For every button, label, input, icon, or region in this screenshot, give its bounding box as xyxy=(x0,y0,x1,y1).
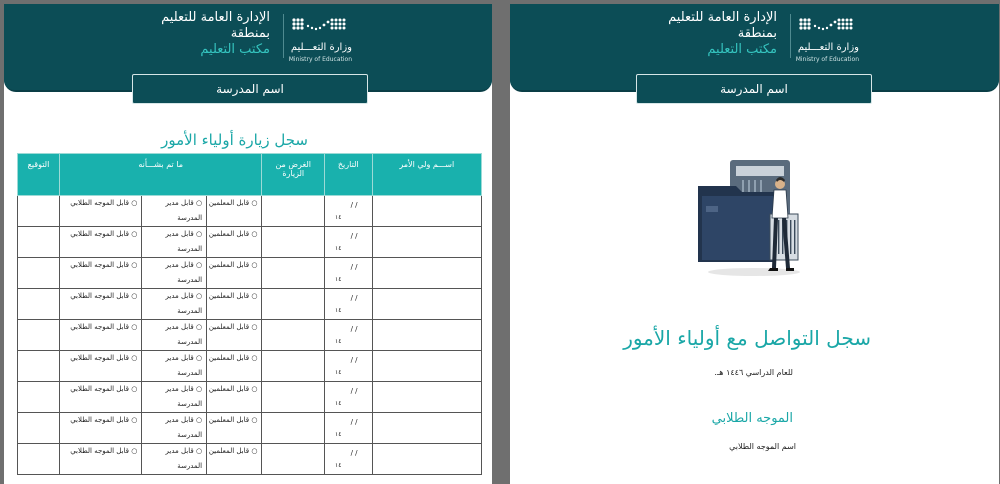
table-row xyxy=(18,444,482,475)
date-year-prefix: ١٤ xyxy=(335,369,342,376)
table-row xyxy=(18,320,482,351)
option-met-counselor[interactable]: ○ قابل الموجه الطلابي xyxy=(59,413,141,444)
option-met-counselor[interactable]: ○ قابل الموجه الطلابي xyxy=(59,227,141,258)
school-name-bar: اسم المدرسة xyxy=(132,74,368,104)
cover-counselor-name-label: اسم الموجه الطلابي xyxy=(729,442,796,451)
cover-role-heading: الموجه الطلابي xyxy=(711,411,793,426)
date-cell[interactable] xyxy=(325,289,372,320)
date-cell[interactable] xyxy=(325,413,372,444)
signature-cell[interactable] xyxy=(18,196,60,227)
option-met-counselor[interactable]: ○ قابل الموجه الطلابي xyxy=(59,289,141,320)
parent-name-cell[interactable] xyxy=(372,320,481,351)
option-met-teachers[interactable]: ○ قابل المعلمين xyxy=(207,413,262,444)
option-met-principal[interactable]: ○ قابل مدير المدرسة xyxy=(142,382,207,413)
date-year-prefix: ١٤ xyxy=(335,462,342,469)
col-action-taken: ما تم بشـــأنه xyxy=(59,154,262,196)
signature-cell[interactable] xyxy=(18,320,60,351)
signature-cell[interactable] xyxy=(18,258,60,289)
purpose-cell[interactable] xyxy=(262,382,325,413)
header-line-region: بمنطقة xyxy=(737,26,777,41)
header-line-office: مكتب التعليم xyxy=(200,42,270,57)
purpose-cell[interactable] xyxy=(262,444,325,475)
date-year-prefix: ١٤ xyxy=(335,245,342,252)
purpose-cell[interactable] xyxy=(262,351,325,382)
date-year-prefix: ١٤ xyxy=(335,400,342,407)
table-row xyxy=(18,227,482,258)
visits-sheet-title: سجل زيارة أولياء الأمور xyxy=(161,131,308,149)
date-slashes: / / xyxy=(350,449,358,457)
option-met-counselor[interactable]: ○ قابل الموجه الطلابي xyxy=(59,196,141,227)
date-year-prefix: ١٤ xyxy=(335,214,342,221)
col-purpose: الغرض من الزيارة xyxy=(262,154,325,196)
ministry-logo xyxy=(288,12,352,62)
option-met-principal[interactable]: ○ قابل مدير المدرسة xyxy=(142,320,207,351)
date-slashes: / / xyxy=(350,356,358,364)
date-cell[interactable] xyxy=(325,382,372,413)
header-divider xyxy=(283,14,284,58)
visits-table-header xyxy=(18,154,482,196)
table-row xyxy=(18,351,482,382)
date-cell[interactable] xyxy=(325,444,372,475)
purpose-cell[interactable] xyxy=(262,289,325,320)
visits-table xyxy=(17,153,482,475)
ministry-name-ar: وزارة التعـــليم xyxy=(797,42,859,53)
header-text xyxy=(120,10,270,58)
header-text xyxy=(627,10,777,58)
option-met-counselor[interactable]: ○ قابل الموجه الطلابي xyxy=(59,351,141,382)
date-year-prefix: ١٤ xyxy=(335,276,342,283)
ministry-name-en: Ministry of Education xyxy=(795,56,859,63)
cover-title: سجل التواصل مع أولياء الأمور xyxy=(623,326,871,350)
option-met-counselor[interactable]: ○ قابل الموجه الطلابي xyxy=(59,444,141,475)
option-met-teachers[interactable]: ○ قابل المعلمين xyxy=(207,196,262,227)
page-cover xyxy=(510,4,999,484)
date-year-prefix: ١٤ xyxy=(335,338,342,345)
option-met-principal[interactable]: ○ قابل مدير المدرسة xyxy=(142,227,207,258)
option-met-principal[interactable]: ○ قابل مدير المدرسة xyxy=(142,444,207,475)
option-met-principal[interactable]: ○ قابل مدير المدرسة xyxy=(142,196,207,227)
header-line-admin: الإدارة العامة للتعليم xyxy=(668,10,777,25)
signature-cell[interactable] xyxy=(18,351,60,382)
ministry-name-ar: وزارة التعـــليم xyxy=(290,42,352,53)
option-met-teachers[interactable]: ○ قابل المعلمين xyxy=(207,444,262,475)
date-slashes: / / xyxy=(350,418,358,426)
date-slashes: / / xyxy=(350,232,358,240)
date-year-prefix: ١٤ xyxy=(335,431,342,438)
table-row xyxy=(18,258,482,289)
option-met-principal[interactable]: ○ قابل مدير المدرسة xyxy=(142,258,207,289)
table-row xyxy=(18,289,482,320)
signature-cell[interactable] xyxy=(18,382,60,413)
option-met-principal[interactable]: ○ قابل مدير المدرسة xyxy=(142,351,207,382)
purpose-cell[interactable] xyxy=(262,258,325,289)
date-cell[interactable] xyxy=(325,320,372,351)
date-slashes: / / xyxy=(350,201,358,209)
option-met-principal[interactable]: ○ قابل مدير المدرسة xyxy=(142,413,207,444)
date-cell[interactable] xyxy=(325,258,372,289)
parent-name-cell[interactable] xyxy=(372,196,481,227)
option-met-counselor[interactable]: ○ قابل الموجه الطلابي xyxy=(59,258,141,289)
school-name-bar: اسم المدرسة xyxy=(636,74,872,104)
cover-academic-year: للعام الدراسي ١٤٤٦ هـ. xyxy=(714,368,793,377)
option-met-teachers[interactable]: ○ قابل المعلمين xyxy=(207,382,262,413)
ministry-name-en: Ministry of Education xyxy=(288,56,352,63)
parent-name-cell[interactable] xyxy=(372,227,481,258)
option-met-principal[interactable]: ○ قابل مدير المدرسة xyxy=(142,289,207,320)
col-parent-name: اســـم ولي الأمر xyxy=(372,154,481,196)
purpose-cell[interactable] xyxy=(262,196,325,227)
parent-name-cell[interactable] xyxy=(372,351,481,382)
date-slashes: / / xyxy=(350,387,358,395)
option-met-counselor[interactable]: ○ قابل الموجه الطلابي xyxy=(59,320,141,351)
ministry-logo-icon xyxy=(795,12,859,40)
date-cell[interactable] xyxy=(325,351,372,382)
option-met-counselor[interactable]: ○ قابل الموجه الطلابي xyxy=(59,382,141,413)
parent-name-cell[interactable] xyxy=(372,258,481,289)
header-line-office: مكتب التعليم xyxy=(707,42,777,57)
col-date: التاريخ xyxy=(325,154,372,196)
parent-name-cell[interactable] xyxy=(372,444,481,475)
col-signature: التوقيع xyxy=(18,154,60,196)
purpose-cell[interactable] xyxy=(262,227,325,258)
signature-cell[interactable] xyxy=(18,444,60,475)
page-visits-sheet xyxy=(4,4,492,484)
date-year-prefix: ١٤ xyxy=(335,307,342,314)
option-met-teachers[interactable]: ○ قابل المعلمين xyxy=(207,289,262,320)
date-slashes: / / xyxy=(350,263,358,271)
option-met-teachers[interactable]: ○ قابل المعلمين xyxy=(207,258,262,289)
table-row xyxy=(18,413,482,444)
header-divider xyxy=(790,14,791,58)
signature-cell[interactable] xyxy=(18,289,60,320)
date-cell[interactable] xyxy=(325,227,372,258)
table-row xyxy=(18,196,482,227)
parent-name-cell[interactable] xyxy=(372,413,481,444)
signature-cell[interactable] xyxy=(18,413,60,444)
parent-name-cell[interactable] xyxy=(372,289,481,320)
table-row xyxy=(18,382,482,413)
date-slashes: / / xyxy=(350,294,358,302)
purpose-cell[interactable] xyxy=(262,413,325,444)
header-line-region: بمنطقة xyxy=(230,26,270,41)
option-met-teachers[interactable]: ○ قابل المعلمين xyxy=(207,320,262,351)
date-slashes: / / xyxy=(350,325,358,333)
signature-cell[interactable] xyxy=(18,227,60,258)
date-cell[interactable] xyxy=(325,196,372,227)
ministry-logo xyxy=(795,12,859,62)
option-met-teachers[interactable]: ○ قابل المعلمين xyxy=(207,227,262,258)
header-line-admin: الإدارة العامة للتعليم xyxy=(161,10,270,25)
parent-name-cell[interactable] xyxy=(372,382,481,413)
purpose-cell[interactable] xyxy=(262,320,325,351)
archive-folders-illustration xyxy=(692,156,812,278)
ministry-logo-icon xyxy=(288,12,352,40)
option-met-teachers[interactable]: ○ قابل المعلمين xyxy=(207,351,262,382)
